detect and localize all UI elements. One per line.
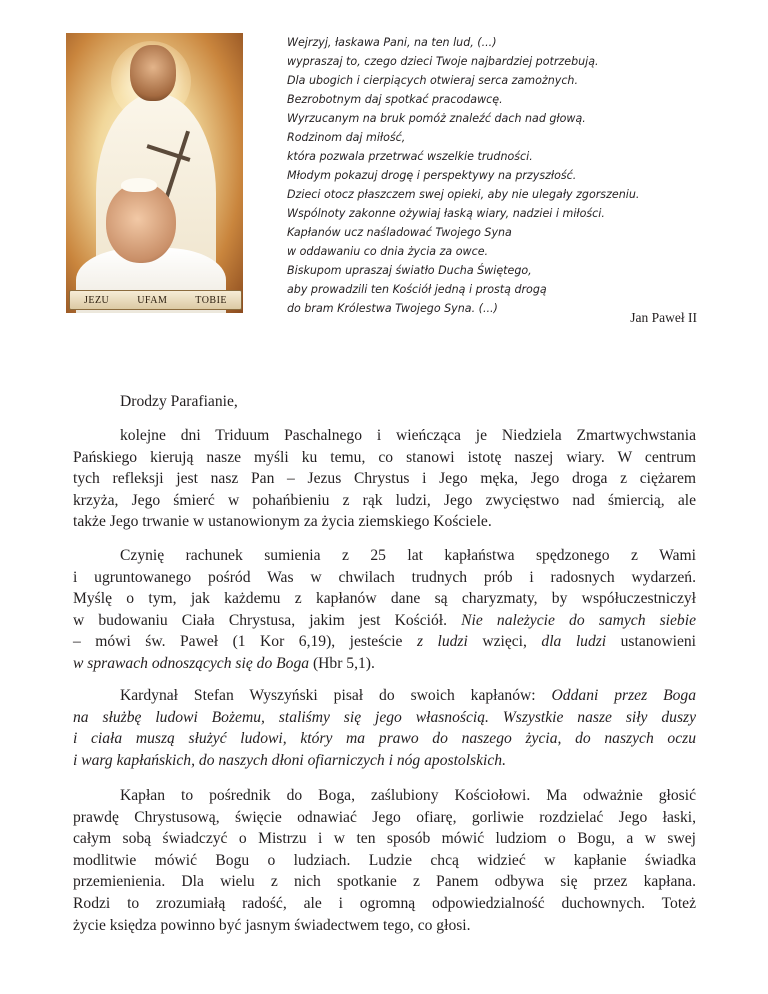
paragraph-1 [73,425,696,533]
prayer-line: wypraszaj to, czego dzieci Twoje najbardziej potrzebują. [287,55,599,68]
scripture-quote: w sprawach odnoszących się do Boga [73,654,310,672]
quote-signature: Jan Paweł II [630,310,697,325]
scripture-quote: z ludzi [416,633,468,651]
paragraph-line: kolejne dni Triduum Paschalnego i wieńcząca je Niedziela Zmartwychwstania [120,427,696,444]
prayer-line: do bram Królestwa Twojego Syna. (...) [287,302,498,315]
prayer-line: Młodym pokazuj drogę i perspektywy na przyszłość. [287,169,577,182]
greeting: Drodzy Parafianie, [120,393,238,410]
paragraph-line: i warg kapłańskich, do naszych dłoni ofiarniczych i nóg apostolskich. [73,751,506,769]
paragraph-line [73,610,696,632]
paragraph-line: całym sobą świadczyć o Mistrzu i w ten sposób mówić ludziom o Bogu, a w swej [73,830,696,848]
christ-head [130,45,176,101]
prayer-line: Bezrobotnym daj spotkać pracodawcę. [287,93,503,106]
banner-word: TOBIE [195,294,228,306]
paragraph-line: na służbę ludowi Bożemu, staliśmy się jego własnością. Wszystkie nasze siły duszy [73,708,696,726]
paragraph-line: Rodzi to zrozumiałą radość, ale i ogromną odpowiedzialność duchownych. Toteż [73,894,696,912]
paragraph-line: Czynię rachunek sumienia z 25 lat kapłaństwa spędzonego z Wami [120,547,696,564]
paragraph-3 [73,685,696,771]
paragraph-line [73,685,696,707]
prayer-line: Wspólnoty zakonne ożywiaj łaską wiary, nadziei i miłości. [287,207,605,220]
banner-word: UFAM [137,294,168,306]
paragraph-line: modlitwie mówić Bogu o ludziach. Ludzie chcą widzieć w kapłanie świadka [73,851,696,869]
prayer-line: Wejrzyj, łaskawa Pani, na ten lud, (...) [287,36,497,49]
prayer-line: Dla ubogich i cierpiących otwieraj serca zamożnych. [287,74,578,87]
prayer-line: Wyrzucanym na bruk pomóż znaleźć dach nad głową. [287,112,586,125]
paragraph-line: tych refleksji jest nasz Pan – Jezus Chrystus i Jego męka, Jego droga z ciężarem [73,470,696,488]
text-run: Kardynał Stefan Wyszyński pisał do swoich kapłanów: [120,687,552,704]
prayer-quote [287,33,727,318]
paragraph-line: i ciała muszą służyć ludowi, który ma prawo do naszego życia, do naszych oczu [73,730,696,748]
divine-mercy-image [66,33,243,313]
paragraph-line: życie księdza powinno być jasnym świadectwem tego, co głosi. [73,916,471,934]
scripture-quote: dla ludzi [541,633,607,651]
text-run: – mówi św. Paweł (1 Kor 6,19), jesteście [73,633,417,651]
image-banner [69,290,242,310]
scripture-quote: Nie należycie do samych siebie [461,611,696,629]
paragraph-line: krzyża, Jego śmierć w pohańbieniu z rąk ludzi, Jego zwycięstwo nad śmiercią, ale [73,491,696,509]
prayer-line: w oddawaniu co dnia życia za owce. [287,245,489,258]
paragraph-line: i ugruntowanego pośród Was w chwilach trudnych prób i radosnych wydarzeń. [73,568,696,586]
paragraph-4 [73,785,696,936]
paragraph-line: Myślę o tym, jak każdemu z kapłanów dane są charyzmaty, by współuczestniczył [73,590,696,608]
paragraph-line: Pańskiego kierują nasze myśli ku temu, co stanowi istotę naszej wiary. W centrum [73,448,696,466]
prayer-line: która pozwala przetrwać wszelkie trudności. [287,150,533,163]
prayer-line: Kapłanów ucz naśladować Twojego Syna [287,226,512,239]
prayer-line: Dzieci otocz płaszczem swej opieki, aby nie ulegały zgorszeniu. [287,188,640,201]
pope-zucchetto [121,178,157,192]
quote-text: Oddani przez Boga [551,687,697,704]
pope-head [106,183,176,263]
paragraph-line: prawdę Chrystusową, święcie odnawiać Jego ofiarę, gorliwie rozdzielać Jego łaski, [73,808,696,826]
prayer-line: Biskupom upraszaj światło Ducha Świętego, [287,264,532,277]
paragraph-line: Kapłan to pośrednik do Boga, zaślubiony Kościołowi. Ma odważnie głosić [120,787,696,804]
text-run: wzięci, [467,633,542,651]
prayer-line: aby prowadzili ten Kościół jedną i prostą drogą [287,283,547,296]
prayer-line: Rodzinom daj miłość, [287,131,406,144]
paragraph-line: przemienienia. Dla wielu z nich spotkanie z Panem odbywa się przez kapłana. [73,873,696,891]
text-run: w budowaniu Ciała Chrystusa, jakim jest Kościół. [73,611,462,629]
text-run: (Hbr 5,1). [309,654,375,672]
paragraph-line: także Jego trwanie w ustanowionym za życia ziemskiego Kościele. [73,513,492,531]
paragraph-line [73,653,696,675]
text-run: ustanowieni [606,633,696,651]
banner-word: JEZU [83,294,110,306]
paragraph-line [73,631,696,653]
paragraph-2 [73,545,696,675]
